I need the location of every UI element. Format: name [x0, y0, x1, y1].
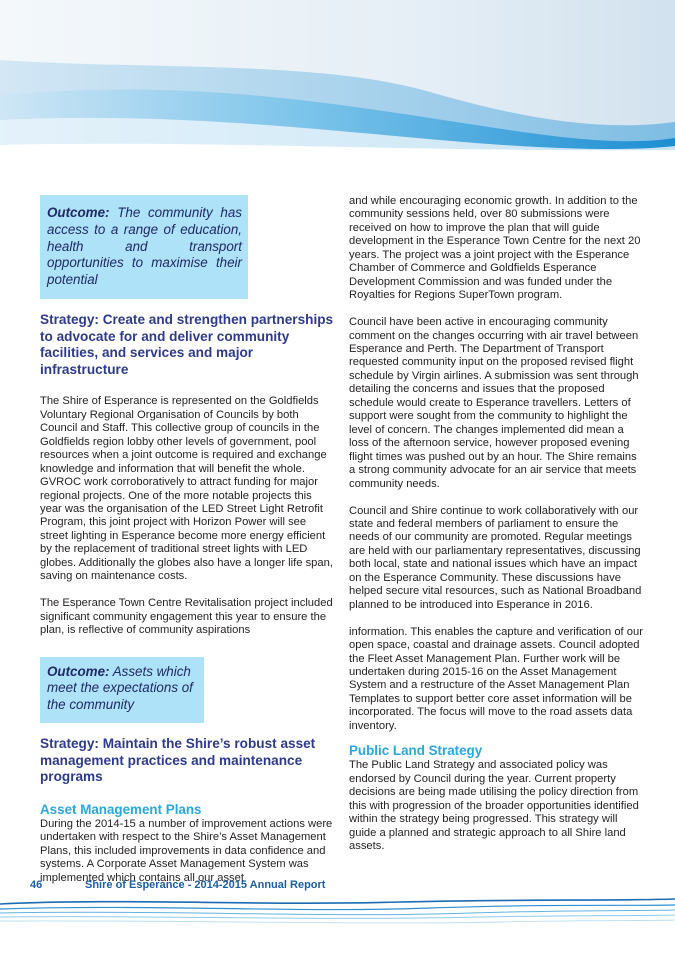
outcome-label: Outcome: — [47, 205, 110, 220]
subheading-public-land-strategy: Public Land Strategy — [349, 743, 483, 759]
outcome-label: Outcome: — [47, 663, 110, 679]
subheading-asset-management-plans: Asset Management Plans — [40, 801, 202, 817]
paragraph-asset-information: information. This enables the capture and verification of our open space, coastal and drainage assets. Council adopted the Fleet Asset Management Plan. Further work will be undertaken during 2015-16 on the Asset Management System and a restructure of the Asset Management Plan Templates to support better core asset information will be incorporated. The focus will move to the road assets data inventory. — [349, 625, 643, 732]
right-column — [349, 195, 645, 853]
paragraph-air-travel: Council have been active in encouraging community comment on the changes occurring with air travel between Esperance and Perth. The Department of Transport requested community input on the proposed revised flight schedule by Virgin airlines. A submission was sent through detailing the concerns and issues that the proposed schedule would create to Esperance travellers. Letters of support were sought from the community to highlight the level of concern. The changes implemented did mean a loss of the afternoon service, however proposed evening flight times was pushed out by an hour. The Shire remains a strong community advocate for an air service that meets community needs. — [349, 316, 639, 490]
header-wave-graphic — [0, 0, 675, 160]
page-number: 46 — [30, 879, 43, 891]
outcome-callout-education — [40, 195, 248, 299]
strategy-heading-partnerships: Strategy: Create and strengthen partnerships to advocate for and deliver community facilities, and services and major infrastructure — [40, 311, 334, 377]
report-title: Shire of Esperance - 2014-2015 Annual Report — [85, 879, 326, 891]
paragraph-economic-growth: and while encouraging economic growth. In addition to the community sessions held, over 80 submissions were received on how to improve the plan that will guide development in the Esperance Town Centre for the next 20 years. The project was a joint project with the Esperance Chamber of Commerce and Goldfields Esperance Development Commission and was funded under the Royalties for Regions SuperTown program. — [349, 195, 641, 302]
footer-wave-graphic — [0, 880, 675, 940]
paragraph-town-centre: The Esperance Town Centre Revitalisation project included significant community engagement this year to ensure the plan, is reflective of community aspirations — [40, 597, 333, 637]
outcome-callout-assets — [40, 657, 204, 723]
left-column — [40, 195, 334, 885]
paragraph-public-land: The Public Land Strategy and associated policy was endorsed by Council during the year. Current property decisions are being made utilising the policy direction from this with progression of the broader opportunities identified within the strategy being progressed. This strategy will guide a planned and strategic approach to all Shire land assets. — [349, 759, 639, 852]
outcome-text: The community has access to a range of education, health and transport opportunities to maximise their potential — [47, 205, 242, 288]
paragraph-asset-plans: During the 2014-15 a number of improvement actions were undertaken with respect to the Shire’s Asset Management Plans, this included improvements in data confidence and systems. A Corporate Asset Management System was implemented which contains all our asset — [40, 817, 333, 884]
paragraph-gvroc: The Shire of Esperance is represented on the Goldfields Voluntary Regional Organisation of Councils by both Council and Staff. This collective group of councils in the Goldfields region lobby other levels of government, pool resources when a joint outcome is required and exchange knowledge and information that will benefit the whole. GVROC work corroboratively to attract funding for major regional projects. One of the more notable projects this year was the organisation of the LED Street Light Retrofit Program, this joint project with Horizon Power will see street lighting in Esperance become more energy efficient by the replacement of traditional street lights with LED globes. Additionally the globes also have a longer life span, saving on maintenance costs. — [40, 395, 333, 583]
strategy-heading-asset-management: Strategy: Maintain the Shire’s robust asset management practices and maintenance programs — [40, 735, 316, 785]
outcome-text: Assets which meet the expectations of the community — [47, 663, 193, 713]
paragraph-parliament: Council and Shire continue to work collaboratively with our state and federal members of parliament to ensure the needs of our community are promoted. Regular meetings are held with our parliamentary representatives, discussing both local, state and national issues which have an impact on the Esperance Community. These discussions have helped secure vital resources, such as National Broadband planned to be introduced into Esperance in 2016. — [349, 504, 642, 611]
